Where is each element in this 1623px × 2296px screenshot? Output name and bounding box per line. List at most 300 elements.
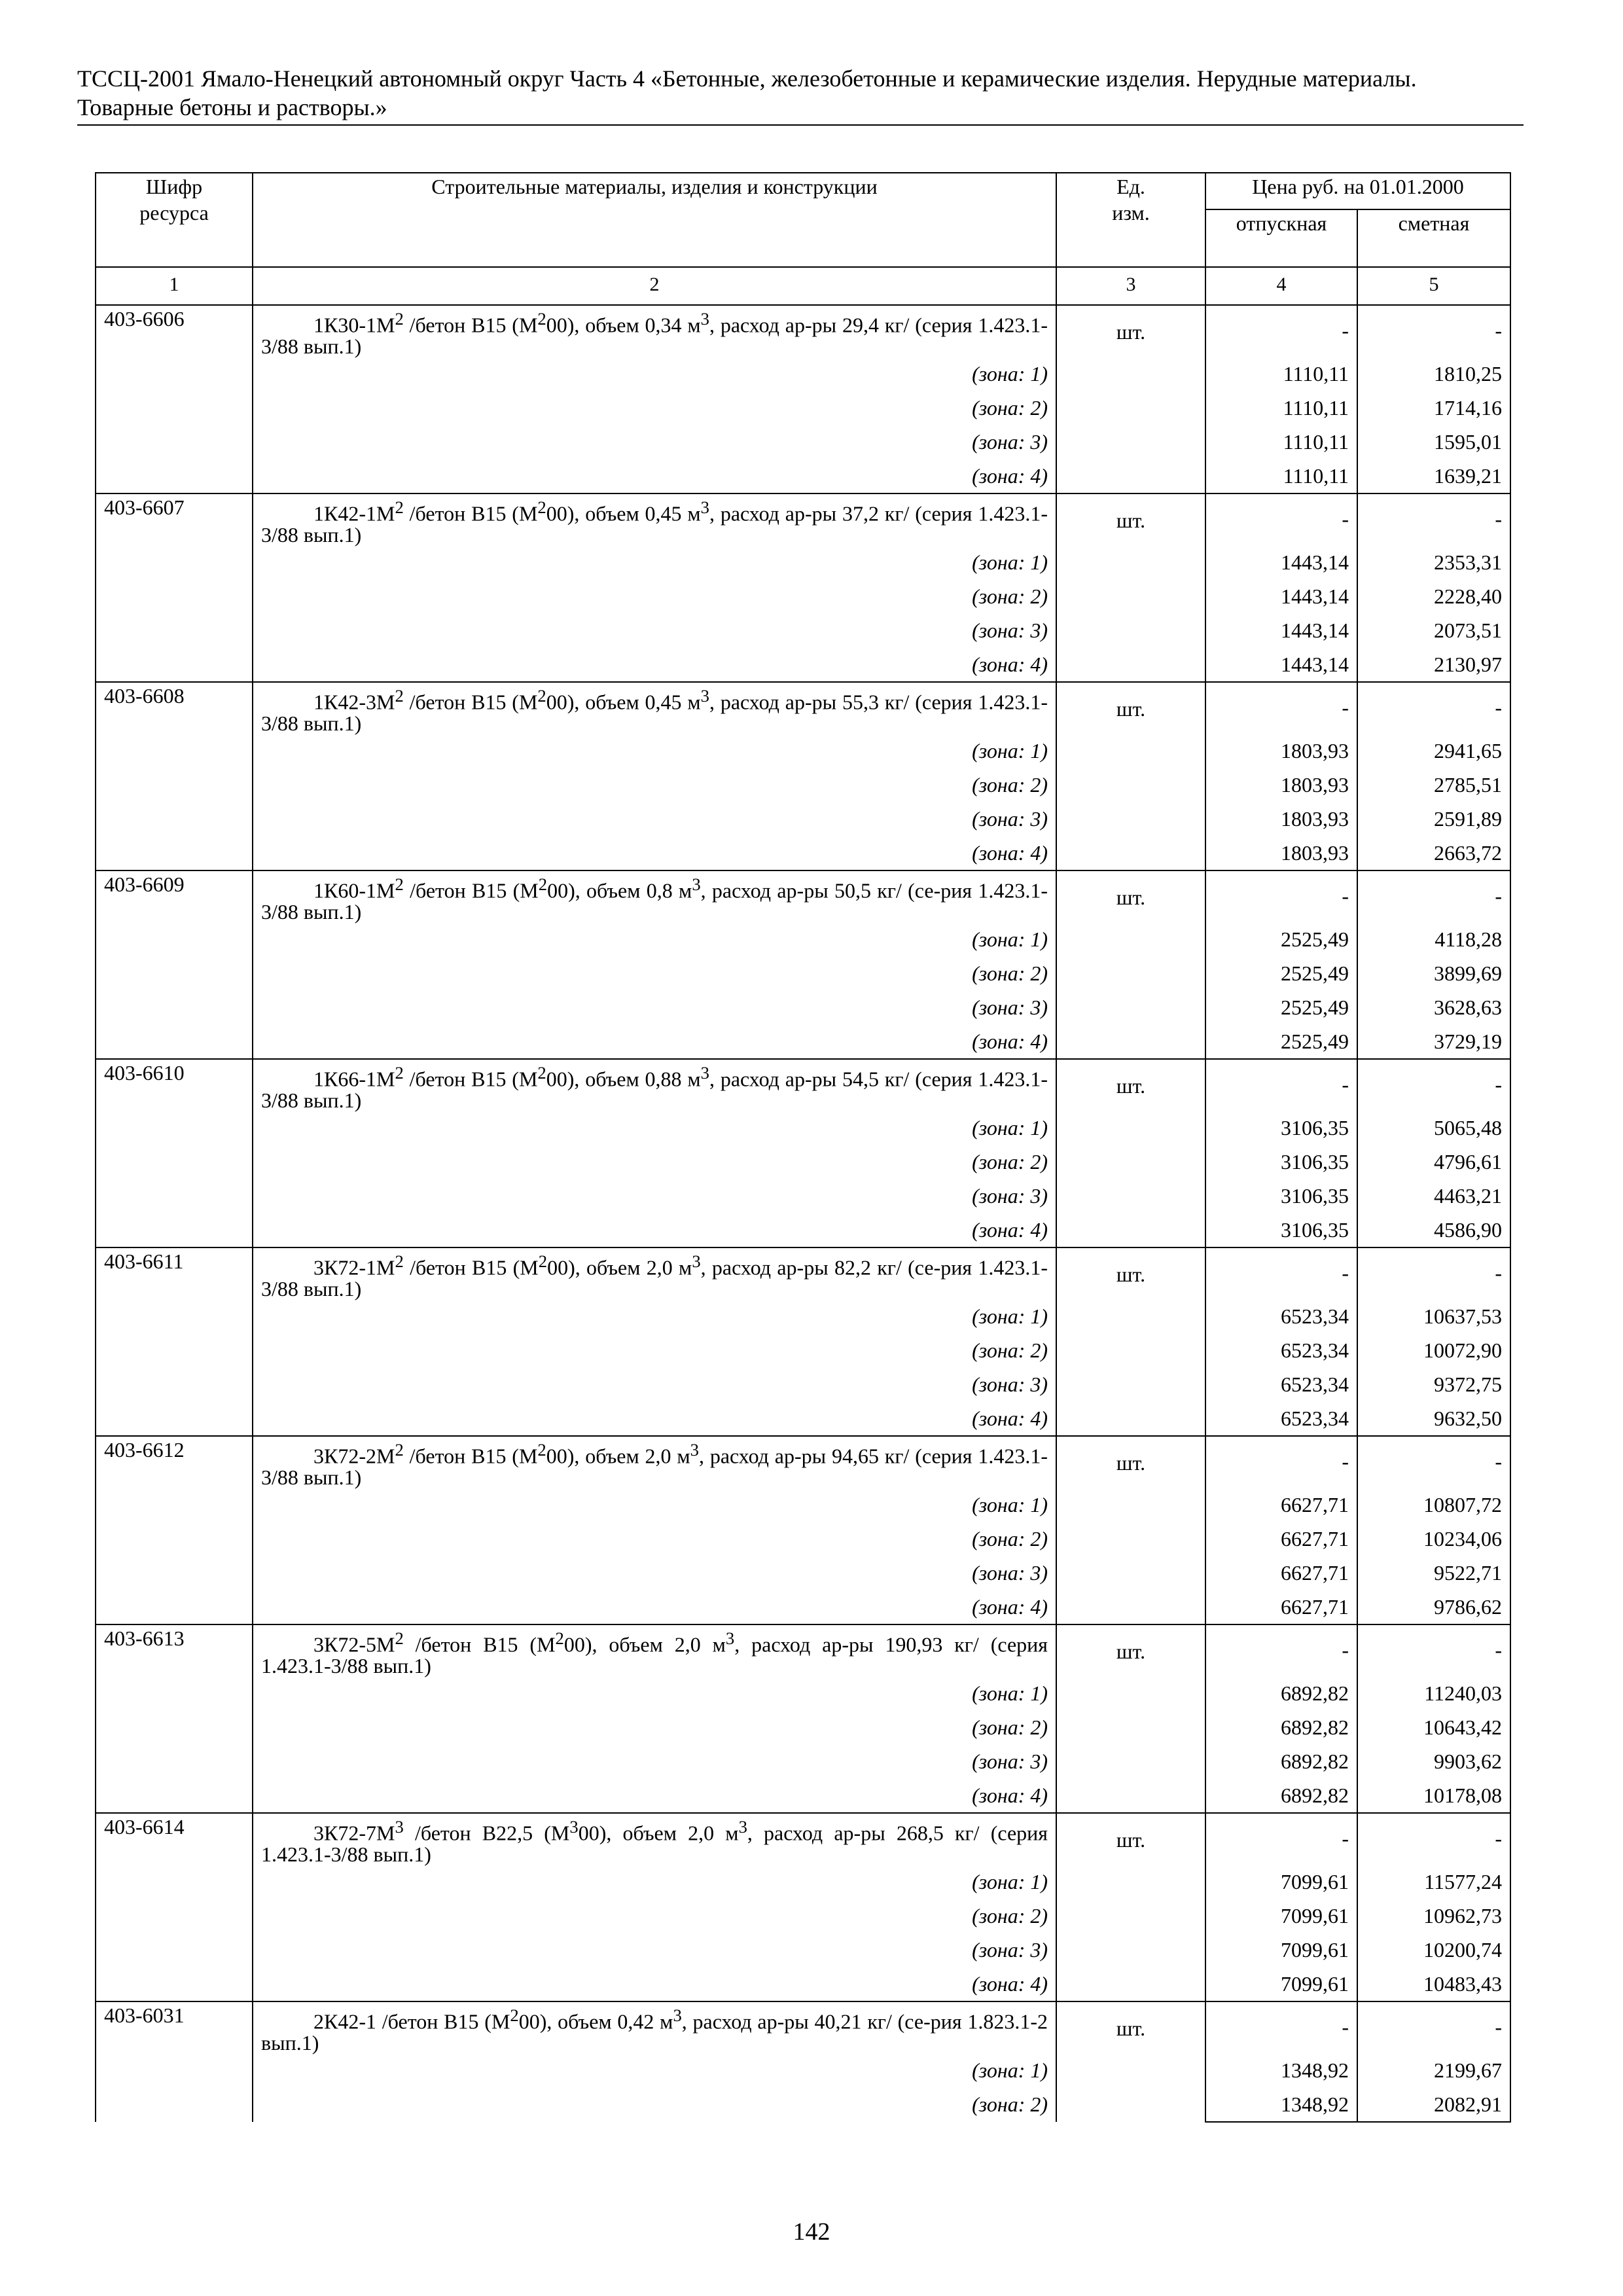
name-part: , расход ар-ры 268,5 кг/ (серия 1.423.1-3/88 вып.1) xyxy=(261,1821,1048,1866)
empty-cell xyxy=(96,1213,253,1247)
zone-price-release: 1443,14 xyxy=(1205,580,1357,614)
zone-price-release: 3106,35 xyxy=(1205,1213,1357,1247)
zone-row xyxy=(96,1179,1510,1213)
price-estimate: - xyxy=(1357,1813,1510,1865)
empty-cell xyxy=(96,1779,253,1813)
zone-price-release: 2525,49 xyxy=(1205,957,1357,991)
zone-label: (зона: 2) xyxy=(253,2088,1056,2122)
empty-cell xyxy=(96,2088,253,2122)
empty-cell xyxy=(96,1556,253,1590)
empty-cell xyxy=(96,734,253,768)
name-superscript: 2 xyxy=(395,1440,404,1460)
header-price-estimate: сметная xyxy=(1357,209,1510,267)
name-superscript: 2 xyxy=(395,309,404,329)
zone-label: (зона: 1) xyxy=(253,546,1056,580)
zone-label: (зона: 2) xyxy=(253,1145,1056,1179)
col-number: 3 xyxy=(1056,267,1205,305)
empty-cell xyxy=(1056,425,1205,459)
name-part: /бетон В15 (М xyxy=(403,313,538,337)
material-description xyxy=(261,874,1048,922)
material-name xyxy=(253,1247,1056,1300)
zone-label: (зона: 3) xyxy=(253,614,1056,648)
price-estimate: - xyxy=(1357,1247,1510,1300)
name-part: 3К72-7М xyxy=(313,1821,395,1845)
empty-cell xyxy=(96,836,253,870)
empty-cell xyxy=(1056,580,1205,614)
zone-label: (зона: 2) xyxy=(253,1899,1056,1933)
price-estimate: - xyxy=(1357,2001,1510,2054)
unit: шт. xyxy=(1056,1059,1205,1111)
zone-row xyxy=(96,425,1510,459)
name-superscript: 2 xyxy=(395,874,404,894)
table-row xyxy=(96,1247,1510,1300)
zone-price-release: 7099,61 xyxy=(1205,1865,1357,1899)
name-part: /бетон В15 (М xyxy=(403,501,538,526)
zone-row xyxy=(96,1745,1510,1779)
zone-price-estimate: 10072,90 xyxy=(1357,1334,1510,1368)
zone-label: (зона: 3) xyxy=(253,1179,1056,1213)
empty-cell xyxy=(1056,1933,1205,1967)
empty-cell xyxy=(1056,391,1205,425)
zone-label: (зона: 4) xyxy=(253,459,1056,493)
name-part: 00), объем 0,8 м xyxy=(547,878,692,903)
zone-price-release: 6627,71 xyxy=(1205,1590,1357,1624)
price-release: - xyxy=(1205,305,1357,357)
name-superscript: 2 xyxy=(537,686,546,706)
name-part: /бетон В15 (М xyxy=(403,1444,538,1468)
zone-row xyxy=(96,459,1510,493)
empty-cell xyxy=(96,1145,253,1179)
name-superscript: 2 xyxy=(395,497,404,517)
zone-price-estimate: 1595,01 xyxy=(1357,425,1510,459)
name-part: , расход ар-ры 37,2 кг/ (серия 1.423.1-3/88 вып.1) xyxy=(261,501,1048,547)
empty-cell xyxy=(1056,1488,1205,1522)
zone-label: (зона: 4) xyxy=(253,836,1056,870)
empty-cell xyxy=(1056,1402,1205,1436)
empty-cell xyxy=(1056,836,1205,870)
zone-price-estimate: 9786,62 xyxy=(1357,1590,1510,1624)
material-description xyxy=(261,685,1048,734)
zone-price-estimate: 10200,74 xyxy=(1357,1933,1510,1967)
name-part: 00), объем 2,0 м xyxy=(546,1444,690,1468)
name-superscript: 3 xyxy=(692,1251,701,1271)
material-description xyxy=(261,497,1048,545)
zone-price-estimate: 3899,69 xyxy=(1357,957,1510,991)
zone-row xyxy=(96,1711,1510,1745)
name-superscript: 3 xyxy=(673,2005,682,2025)
zone-price-estimate: 9522,71 xyxy=(1357,1556,1510,1590)
zone-price-release: 6627,71 xyxy=(1205,1522,1357,1556)
resource-code: 403-6606 xyxy=(96,305,253,357)
name-superscript: 2 xyxy=(395,1628,404,1648)
empty-cell xyxy=(96,1677,253,1711)
zone-row xyxy=(96,1488,1510,1522)
zone-label: (зона: 4) xyxy=(253,1779,1056,1813)
zone-price-release: 1348,92 xyxy=(1205,2054,1357,2088)
zone-row xyxy=(96,1590,1510,1624)
name-superscript: 2 xyxy=(537,309,546,329)
empty-cell xyxy=(1056,1967,1205,2001)
empty-cell xyxy=(1056,1865,1205,1899)
name-part: , расход ар-ры 82,2 кг/ (се-рия 1.423.1-3/88 вып.1) xyxy=(261,1255,1048,1300)
unit: шт. xyxy=(1056,1247,1205,1300)
resource-code: 403-6613 xyxy=(96,1624,253,1677)
zone-price-release: 7099,61 xyxy=(1205,1899,1357,1933)
empty-cell xyxy=(1056,734,1205,768)
empty-cell xyxy=(96,1300,253,1334)
zone-price-release: 6523,34 xyxy=(1205,1300,1357,1334)
zone-price-release: 2525,49 xyxy=(1205,923,1357,957)
material-name xyxy=(253,1624,1056,1677)
zone-price-estimate: 4463,21 xyxy=(1357,1179,1510,1213)
zone-row xyxy=(96,1145,1510,1179)
zone-label: (зона: 4) xyxy=(253,1025,1056,1059)
zone-price-release: 6523,34 xyxy=(1205,1334,1357,1368)
name-part: /бетон В15 (М xyxy=(403,690,538,714)
table-row xyxy=(96,1813,1510,1865)
zone-price-estimate: 4586,90 xyxy=(1357,1213,1510,1247)
header-line-2: Товарные бетоны и растворы.» xyxy=(77,94,387,120)
zone-label: (зона: 1) xyxy=(253,357,1056,391)
name-part: 1К42-3М xyxy=(313,690,395,714)
table-row xyxy=(96,1059,1510,1111)
zone-price-release: 1803,93 xyxy=(1205,836,1357,870)
name-part: , расход ар-ры 55,3 кг/ (серия 1.423.1-3/88 вып.1) xyxy=(261,690,1048,735)
zone-label: (зона: 2) xyxy=(253,391,1056,425)
name-part: 1К60-1М xyxy=(313,878,395,903)
material-name xyxy=(253,682,1056,734)
zone-price-estimate: 10643,42 xyxy=(1357,1711,1510,1745)
zone-row xyxy=(96,1213,1510,1247)
zone-price-estimate: 2199,67 xyxy=(1357,2054,1510,2088)
empty-cell xyxy=(96,1711,253,1745)
zone-row xyxy=(96,991,1510,1025)
zone-label: (зона: 1) xyxy=(253,1300,1056,1334)
empty-cell xyxy=(96,1111,253,1145)
unit: шт. xyxy=(1056,682,1205,734)
table-row xyxy=(96,1436,1510,1488)
empty-cell xyxy=(1056,1300,1205,1334)
zone-price-estimate: 2228,40 xyxy=(1357,580,1510,614)
name-part: , расход ар-ры 40,21 кг/ (се-рия 1.823.1-2 вып.1) xyxy=(261,2009,1048,2054)
name-part: /бетон В15 (М xyxy=(403,1632,556,1657)
name-part: 00), объем 2,0 м xyxy=(563,1632,726,1657)
zone-price-estimate: 4118,28 xyxy=(1357,923,1510,957)
zone-price-release: 2525,49 xyxy=(1205,1025,1357,1059)
material-description xyxy=(261,1816,1048,1865)
zone-price-release: 1443,14 xyxy=(1205,614,1357,648)
zone-label: (зона: 3) xyxy=(253,1933,1056,1967)
empty-cell xyxy=(1056,1556,1205,1590)
zone-row xyxy=(96,1111,1510,1145)
name-part: /бетон В15 (М xyxy=(403,1067,538,1091)
name-superscript: 2 xyxy=(537,1063,546,1083)
name-part: 00), объем 0,45 м xyxy=(546,501,701,526)
table-row xyxy=(96,870,1510,923)
zone-price-release: 6523,34 xyxy=(1205,1368,1357,1402)
empty-cell xyxy=(1056,1111,1205,1145)
unit: шт. xyxy=(1056,1436,1205,1488)
zone-label: (зона: 1) xyxy=(253,923,1056,957)
zone-price-estimate: 4796,61 xyxy=(1357,1145,1510,1179)
name-superscript: 3 xyxy=(690,1440,699,1460)
name-superscript: 3 xyxy=(395,1817,404,1837)
zone-price-estimate: 2591,89 xyxy=(1357,802,1510,836)
material-description xyxy=(261,2005,1048,2053)
name-part: 1К42-1М xyxy=(313,501,395,526)
zone-label: (зона: 3) xyxy=(253,1745,1056,1779)
empty-cell xyxy=(1056,991,1205,1025)
resource-code: 403-6607 xyxy=(96,493,253,546)
zone-label: (зона: 4) xyxy=(253,1590,1056,1624)
header-line-1: ТССЦ-2001 Ямало-Ненецкий автономный округ Часть 4 «Бетонные, железобетонные и керамические изделия. Нерудные материалы. xyxy=(77,65,1417,92)
zone-label: (зона: 3) xyxy=(253,802,1056,836)
zone-price-estimate: 2663,72 xyxy=(1357,836,1510,870)
empty-cell xyxy=(96,1334,253,1368)
empty-cell xyxy=(96,546,253,580)
unit: шт. xyxy=(1056,305,1205,357)
zone-row xyxy=(96,1967,1510,2001)
zone-price-release: 6892,82 xyxy=(1205,1711,1357,1745)
zone-label: (зона: 3) xyxy=(253,991,1056,1025)
zone-price-estimate: 2130,97 xyxy=(1357,648,1510,682)
zone-price-estimate: 2353,31 xyxy=(1357,546,1510,580)
empty-cell xyxy=(1056,459,1205,493)
name-part: 1К66-1М xyxy=(313,1067,395,1091)
zone-label: (зона: 3) xyxy=(253,1368,1056,1402)
empty-cell xyxy=(96,1402,253,1436)
page-number: 142 xyxy=(793,2218,830,2246)
name-superscript: 3 xyxy=(725,1628,735,1648)
price-estimate: - xyxy=(1357,1059,1510,1111)
material-name xyxy=(253,1436,1056,1488)
name-part: /бетон В22,5 (М xyxy=(403,1821,570,1845)
resource-code: 403-6611 xyxy=(96,1247,253,1300)
zone-label: (зона: 3) xyxy=(253,1556,1056,1590)
zone-row xyxy=(96,391,1510,425)
empty-cell xyxy=(1056,768,1205,802)
zone-row xyxy=(96,2054,1510,2088)
zone-price-estimate: 1810,25 xyxy=(1357,357,1510,391)
zone-price-release: 1110,11 xyxy=(1205,391,1357,425)
col-number: 5 xyxy=(1357,267,1510,305)
empty-cell xyxy=(96,580,253,614)
zone-price-estimate: 10962,73 xyxy=(1357,1899,1510,1933)
name-part: 00), объем 0,45 м xyxy=(546,690,701,714)
empty-cell xyxy=(96,1933,253,1967)
name-part: 3К72-5М xyxy=(313,1632,395,1657)
zone-row xyxy=(96,923,1510,957)
empty-cell xyxy=(96,2054,253,2088)
name-superscript: 2 xyxy=(510,2005,519,2025)
resource-code: 403-6612 xyxy=(96,1436,253,1488)
zone-label: (зона: 2) xyxy=(253,1711,1056,1745)
header-price-release: отпускная xyxy=(1205,209,1357,267)
name-part: 00), объем 0,88 м xyxy=(546,1067,701,1091)
zone-price-estimate: 10807,72 xyxy=(1357,1488,1510,1522)
price-estimate: - xyxy=(1357,870,1510,923)
empty-cell xyxy=(1056,2054,1205,2088)
empty-cell xyxy=(96,1899,253,1933)
empty-cell xyxy=(96,425,253,459)
empty-cell xyxy=(96,1967,253,2001)
empty-cell xyxy=(96,391,253,425)
name-superscript: 3 xyxy=(738,1817,747,1837)
empty-cell xyxy=(96,768,253,802)
zone-price-release: 6627,71 xyxy=(1205,1488,1357,1522)
zone-row xyxy=(96,614,1510,648)
header-name: Строительные материалы, изделия и конструкции xyxy=(253,173,1056,267)
zone-row xyxy=(96,1933,1510,1967)
zone-label: (зона: 2) xyxy=(253,957,1056,991)
unit: шт. xyxy=(1056,1624,1205,1677)
price-estimate: - xyxy=(1357,1624,1510,1677)
zone-price-estimate: 3628,63 xyxy=(1357,991,1510,1025)
material-name xyxy=(253,305,1056,357)
empty-cell xyxy=(1056,1779,1205,1813)
zone-row xyxy=(96,768,1510,802)
name-superscript: 3 xyxy=(569,1817,579,1837)
name-superscript: 3 xyxy=(700,1063,709,1083)
resource-code: 403-6614 xyxy=(96,1813,253,1865)
empty-cell xyxy=(96,648,253,682)
empty-cell xyxy=(1056,1025,1205,1059)
name-part: , расход ар-ры 94,65 кг/ (серия 1.423.1-3/88 вып.1) xyxy=(261,1444,1048,1489)
zone-price-release: 1803,93 xyxy=(1205,734,1357,768)
name-part: /бетон В15 (М xyxy=(403,1255,539,1280)
zone-price-estimate: 10637,53 xyxy=(1357,1300,1510,1334)
zone-price-release: 6892,82 xyxy=(1205,1677,1357,1711)
zone-row xyxy=(96,1865,1510,1899)
empty-cell xyxy=(1056,546,1205,580)
empty-cell xyxy=(1056,957,1205,991)
name-superscript: 2 xyxy=(537,1440,546,1460)
material-name xyxy=(253,493,1056,546)
zone-price-estimate: 5065,48 xyxy=(1357,1111,1510,1145)
price-estimate: - xyxy=(1357,493,1510,546)
zone-row xyxy=(96,1025,1510,1059)
name-superscript: 2 xyxy=(537,497,546,517)
name-part: 3К72-1М xyxy=(313,1255,395,1280)
name-superscript: 3 xyxy=(700,309,709,329)
zone-row xyxy=(96,1300,1510,1334)
empty-cell xyxy=(1056,1522,1205,1556)
zone-price-release: 6892,82 xyxy=(1205,1779,1357,1813)
zone-price-release: 7099,61 xyxy=(1205,1967,1357,2001)
name-part: /бетон В15 (М xyxy=(376,2009,510,2034)
name-part: , расход ар-ры 29,4 кг/ (серия 1.423.1-3/88 вып.1) xyxy=(261,313,1048,358)
price-release: - xyxy=(1205,870,1357,923)
zone-label: (зона: 1) xyxy=(253,1677,1056,1711)
header-code: Шифр ресурса xyxy=(96,173,253,267)
name-superscript: 2 xyxy=(395,686,404,706)
material-description xyxy=(261,1439,1048,1488)
price-estimate: - xyxy=(1357,1436,1510,1488)
empty-cell xyxy=(96,614,253,648)
zone-label: (зона: 1) xyxy=(253,1865,1056,1899)
name-superscript: 3 xyxy=(700,497,709,517)
zone-row xyxy=(96,546,1510,580)
name-superscript: 2 xyxy=(395,1251,404,1271)
price-estimate: - xyxy=(1357,305,1510,357)
empty-cell xyxy=(1056,1590,1205,1624)
zone-label: (зона: 2) xyxy=(253,1522,1056,1556)
empty-cell xyxy=(96,923,253,957)
name-part: 1К30-1М xyxy=(313,313,395,337)
zone-price-release: 1348,92 xyxy=(1205,2088,1357,2122)
name-part: 3К72-2М xyxy=(313,1444,395,1468)
price-table xyxy=(95,172,1511,2123)
zone-price-release: 6523,34 xyxy=(1205,1402,1357,1436)
zone-price-release: 3106,35 xyxy=(1205,1179,1357,1213)
zone-price-estimate: 1639,21 xyxy=(1357,459,1510,493)
zone-row xyxy=(96,1334,1510,1368)
material-description xyxy=(261,308,1048,357)
zone-row xyxy=(96,1899,1510,1933)
zone-row xyxy=(96,836,1510,870)
empty-cell xyxy=(1056,802,1205,836)
zone-row xyxy=(96,1402,1510,1436)
name-part: , расход ар-ры 190,93 кг/ (серия 1.423.1-3/88 вып.1) xyxy=(261,1632,1048,1677)
table-row xyxy=(96,1624,1510,1677)
zone-price-release: 6627,71 xyxy=(1205,1556,1357,1590)
resource-code: 403-6608 xyxy=(96,682,253,734)
zone-price-estimate: 9632,50 xyxy=(1357,1402,1510,1436)
name-part: 00), объем 2,0 м xyxy=(578,1821,739,1845)
name-part: 00), объем 0,34 м xyxy=(546,313,701,337)
zone-price-release: 3106,35 xyxy=(1205,1145,1357,1179)
name-superscript: 3 xyxy=(700,686,709,706)
empty-cell xyxy=(1056,1368,1205,1402)
zone-label: (зона: 2) xyxy=(253,768,1056,802)
name-superscript: 3 xyxy=(692,874,701,894)
resource-code: 403-6609 xyxy=(96,870,253,923)
unit: шт. xyxy=(1056,1813,1205,1865)
empty-cell xyxy=(1056,1711,1205,1745)
zone-row xyxy=(96,1522,1510,1556)
header-unit: Ед. изм. xyxy=(1056,173,1205,267)
material-name xyxy=(253,1059,1056,1111)
unit: шт. xyxy=(1056,2001,1205,2054)
price-release: - xyxy=(1205,1059,1357,1111)
zone-row xyxy=(96,734,1510,768)
zone-label: (зона: 1) xyxy=(253,1111,1056,1145)
zone-label: (зона: 1) xyxy=(253,734,1056,768)
material-name xyxy=(253,870,1056,923)
empty-cell xyxy=(96,1368,253,1402)
price-release: - xyxy=(1205,2001,1357,2054)
empty-cell xyxy=(1056,614,1205,648)
material-description xyxy=(261,1628,1048,1676)
empty-cell xyxy=(1056,1334,1205,1368)
name-part: , расход ар-ры 54,5 кг/ (серия 1.423.1-3/88 вып.1) xyxy=(261,1067,1048,1112)
zone-price-release: 3106,35 xyxy=(1205,1111,1357,1145)
empty-cell xyxy=(96,957,253,991)
price-release: - xyxy=(1205,1247,1357,1300)
zone-label: (зона: 4) xyxy=(253,648,1056,682)
empty-cell xyxy=(96,1179,253,1213)
resource-code: 403-6610 xyxy=(96,1059,253,1111)
name-superscript: 2 xyxy=(555,1628,564,1648)
unit: шт. xyxy=(1056,870,1205,923)
zone-row xyxy=(96,957,1510,991)
zone-price-estimate: 2082,91 xyxy=(1357,2088,1510,2122)
zone-row xyxy=(96,580,1510,614)
empty-cell xyxy=(1056,1145,1205,1179)
name-part: 00), объем 2,0 м xyxy=(547,1255,692,1280)
table-body xyxy=(96,305,1510,2122)
zone-label: (зона: 2) xyxy=(253,1334,1056,1368)
